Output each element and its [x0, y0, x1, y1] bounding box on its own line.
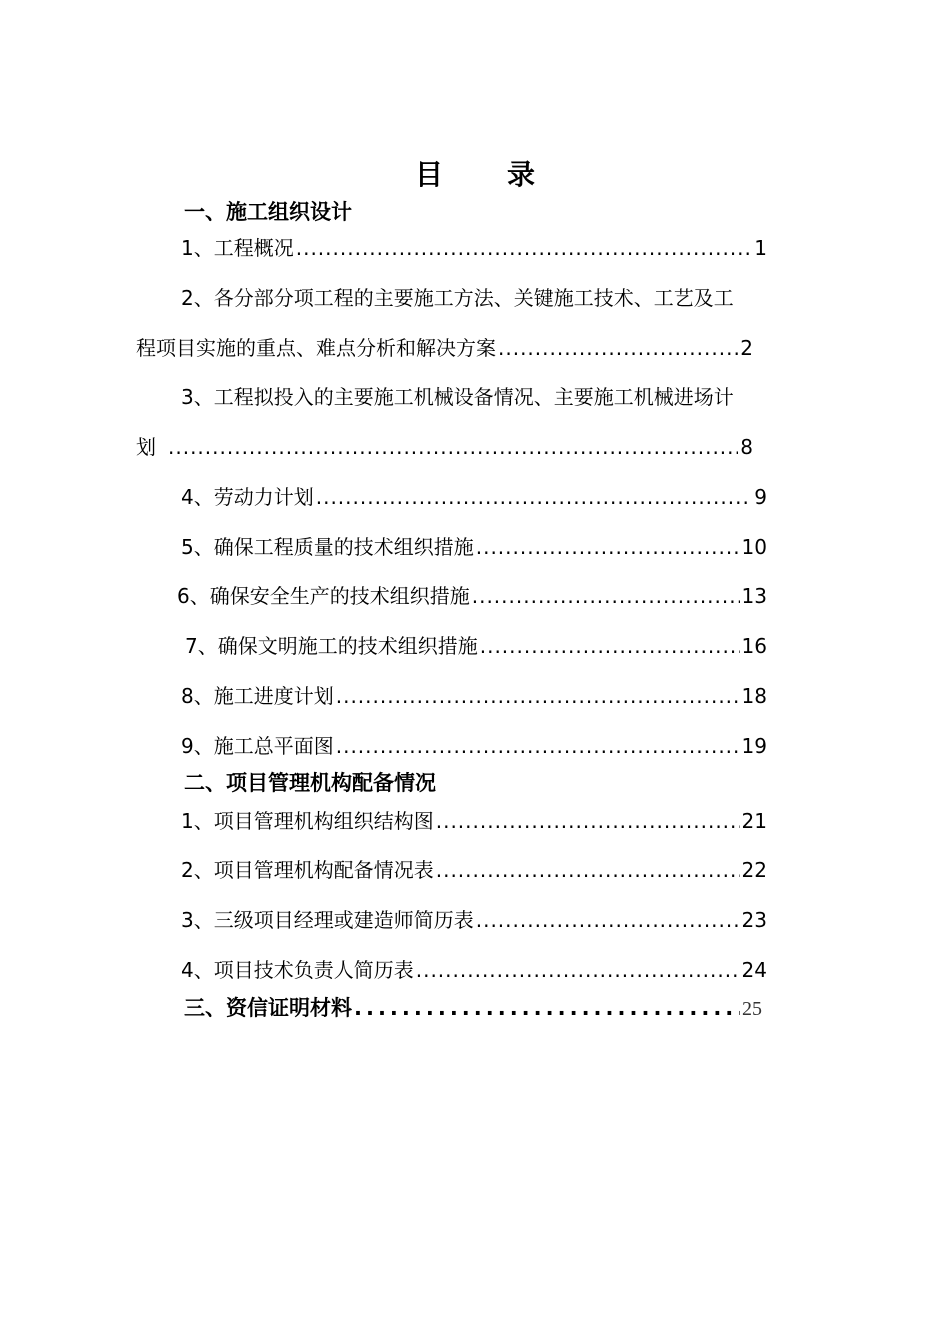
toc-leader-dots	[498, 333, 738, 363]
toc-entry-label-line1[interactable]: 2、各分部分项工程的主要施工方法、关键施工技术、工艺及工	[181, 286, 734, 310]
toc-leader-dots	[436, 806, 740, 836]
toc-leader-dots	[472, 581, 740, 611]
toc-entry[interactable]	[181, 482, 767, 512]
toc-title-char-2: 录	[507, 158, 536, 191]
toc-leader-dots	[436, 855, 740, 885]
toc-entry-page: 2	[740, 336, 753, 360]
toc-entry[interactable]	[181, 681, 767, 711]
toc-entry-label: 4、项目技术负责人简历表	[181, 958, 414, 982]
toc-title-char-1: 目	[414, 158, 443, 191]
toc-entry-label: 3、三级项目经理或建造师简历表	[181, 908, 474, 932]
toc-entry[interactable]	[181, 806, 767, 836]
toc-entry-page: 25	[742, 998, 762, 1020]
toc-entry-page: 1	[754, 236, 767, 260]
toc-leader-dots	[336, 731, 740, 761]
toc-leader-dots	[296, 233, 753, 263]
toc-entry-page: 9	[754, 485, 767, 509]
toc-leader-dots	[416, 955, 740, 985]
section-heading-3-label: 三、资信证明材料	[184, 996, 352, 1020]
toc-entry[interactable]	[181, 233, 767, 263]
toc-title	[0, 155, 950, 195]
toc-entry-page: 18	[741, 684, 767, 708]
toc-leader-dots	[476, 532, 740, 562]
toc-entry-page: 8	[740, 435, 753, 459]
toc-entry[interactable]	[181, 855, 767, 885]
toc-entry-page: 22	[741, 858, 767, 882]
toc-entry[interactable]	[136, 432, 753, 462]
toc-entry-page: 10	[741, 535, 767, 559]
toc-leader-dots	[336, 681, 740, 711]
toc-entry-label: 5、确保工程质量的技术组织措施	[181, 535, 474, 559]
toc-entry-label: 8、施工进度计划	[181, 684, 334, 708]
toc-leader-dots	[480, 631, 740, 661]
toc-entry-label-line1[interactable]: 3、工程拟投入的主要施工机械设备情况、主要施工机械进场计	[181, 385, 734, 409]
toc-leader-dots	[316, 482, 753, 512]
toc-entry[interactable]	[185, 631, 767, 661]
section-heading-3[interactable]	[184, 993, 762, 1024]
toc-entry-label: 6、确保安全生产的技术组织措施	[177, 584, 470, 608]
toc-entry-label: 7、确保文明施工的技术组织措施	[185, 634, 478, 658]
toc-entry[interactable]	[136, 333, 753, 363]
section-heading-2: 二、项目管理机构配备情况	[184, 771, 436, 795]
section-heading-1: 一、施工组织设计	[184, 200, 352, 224]
toc-leader-dots	[476, 905, 740, 935]
toc-entry[interactable]	[181, 905, 767, 935]
toc-entry-page: 13	[741, 584, 767, 608]
toc-entry-label-line2: 程项目实施的重点、难点分析和解决方案	[136, 336, 496, 360]
toc-entry-label: 4、劳动力计划	[181, 485, 314, 509]
toc-leader-dots	[354, 993, 740, 1023]
toc-entry-page: 24	[741, 958, 767, 982]
toc-entry[interactable]	[181, 955, 767, 985]
toc-entry-label-line2: 划	[136, 435, 156, 459]
toc-entry-label: 9、施工总平面图	[181, 734, 334, 758]
toc-entry[interactable]	[177, 581, 767, 611]
toc-entry-label: 2、项目管理机构配备情况表	[181, 858, 434, 882]
toc-entry-page: 23	[741, 908, 767, 932]
toc-entry-page: 16	[741, 634, 767, 658]
toc-entry[interactable]	[181, 731, 767, 761]
toc-entry-page: 19	[741, 734, 767, 758]
toc-entry-page: 21	[741, 809, 767, 833]
toc-entry[interactable]	[181, 532, 767, 562]
toc-entry-label: 1、工程概况	[181, 236, 294, 260]
toc-leader-dots	[168, 432, 738, 462]
toc-entry-label: 1、项目管理机构组织结构图	[181, 809, 434, 833]
